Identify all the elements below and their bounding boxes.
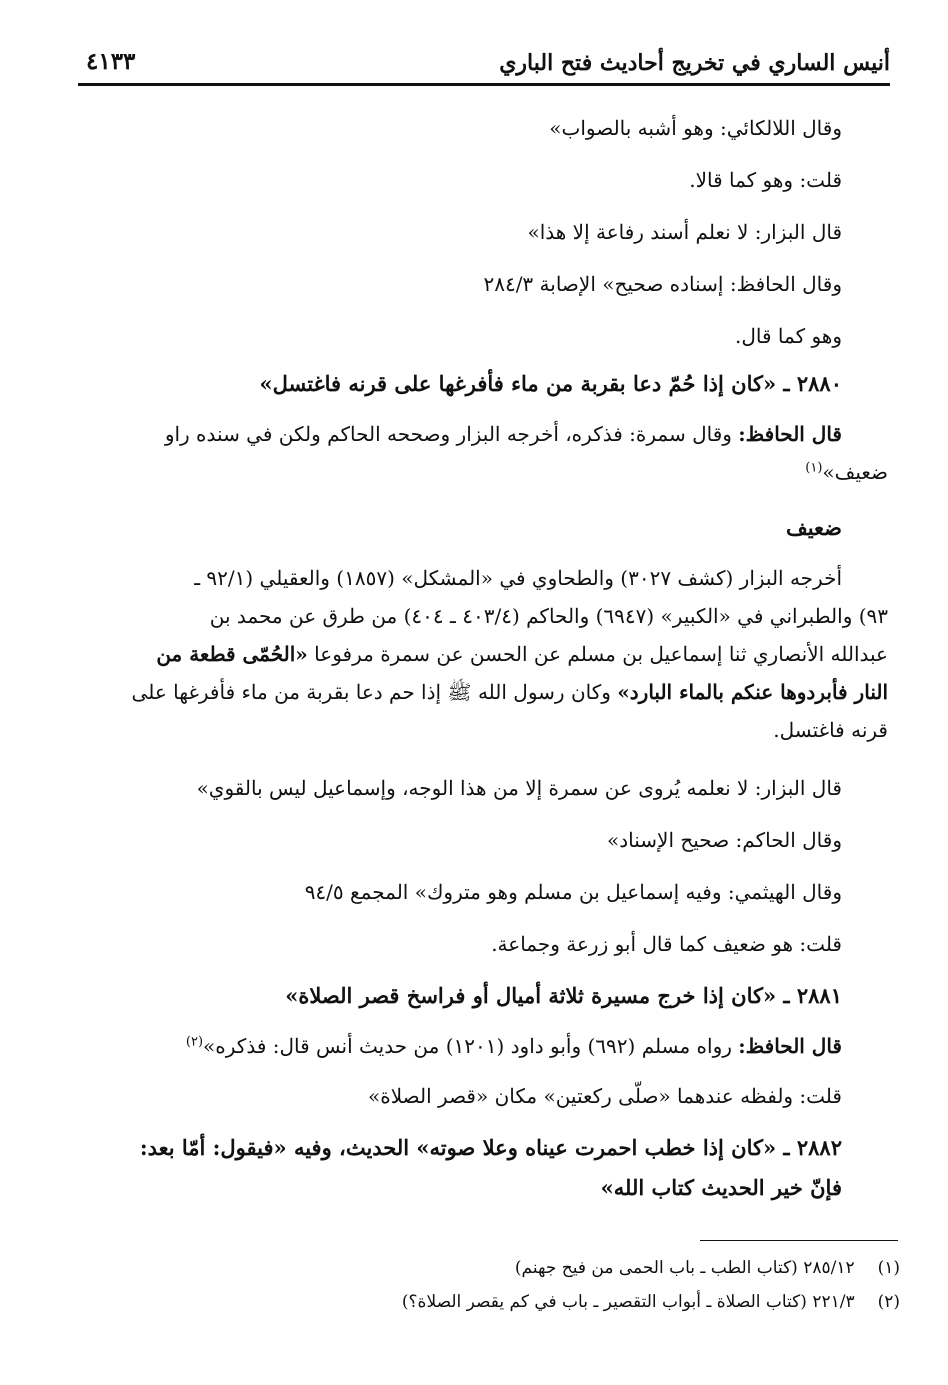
text-line (56, 458, 888, 486)
text-line: قال البزار: لا نعلم أسند رفاعة إلا هذا» (527, 220, 842, 244)
text-line: وقال الحافظ: إسناده صحيح» الإصابة ٢٨٤/٣ (483, 272, 842, 296)
text-line: وهو كما قال. (735, 324, 842, 348)
hadith-heading-2882-cont: فإنّ خير الحديث كتاب الله» (600, 1175, 842, 1200)
book-title: أنيس الساري في تخريج أحاديث فتح الباري (499, 50, 890, 76)
text-span: وقال سمرة: فذكره، أخرجه البزار وصححه الحاكم ولكن في سنده راو (164, 422, 739, 446)
text-line: ٩٣) والطبراني في «الكبير» (٦٩٤٧) والحاكم (٤٠٣/٤ ـ ٤٠٤) من طرق عن محمد بن (209, 604, 888, 628)
text-line (56, 1032, 842, 1060)
footnote-1 (60, 1256, 900, 1280)
text-line: وقال الهيثمي: وفيه إسماعيل بن مسلم وهو متروك» المجمع ٩٤/٥ (304, 880, 842, 904)
page-number: ٤١٣٣ (86, 48, 136, 75)
text-span: ضعيف» (822, 460, 888, 484)
footnote-2 (60, 1290, 900, 1314)
text-line (56, 420, 842, 448)
footnote-ref: (١) (805, 460, 823, 476)
text-line: وقال الحاكم: صحيح الإسناد» (607, 828, 842, 852)
hadith-heading-2880: ٢٨٨٠ ـ «كان إذا حُمّ دعا بقربة من ماء فأفرغها على قرنه فاغتسل» (259, 371, 842, 396)
text-line: قلت: هو ضعيف كما قال أبو زرعة وجماعة. (491, 932, 842, 956)
text-line: أخرجه البزار (كشف ٣٠٢٧) والطحاوي في «المشكل» (١٨٥٧) والعقيلي (٩٢/١ ـ (194, 566, 842, 590)
hadith-heading-2882: ٢٨٨٢ ـ «كان إذا خطب احمرت عيناه وعلا صوته» الحديث، وفيه «فيقول: أمّا بعد: (139, 1135, 842, 1160)
text-span: رواه مسلم (٦٩٢) وأبو داود (١٢٠١) من حديث أنس قال: فذكره» (203, 1034, 739, 1058)
footnote-number: (٢) (877, 1292, 900, 1312)
bold-quote: «الحُمّى قطعة من (156, 642, 308, 666)
footnote-number: (١) (877, 1258, 900, 1278)
footnote-ref: (٢) (185, 1034, 204, 1050)
text-span: وكان رسول الله ﷺ إذا حم دعا بقربة من ماء فأفرغها على (131, 680, 618, 704)
bold-quote: النار فأبردوها عنكم بالماء البارد» (617, 680, 888, 704)
hadith-heading-2881: ٢٨٨١ ـ «كان إذا خرج مسيرة ثلاثة أميال أو فراسخ قصر الصلاة» (285, 983, 842, 1008)
text-line: قال البزار: لا نعلمه يُروى عن سمرة إلا من هذا الوجه، وإسماعيل ليس بالقوي» (196, 776, 842, 800)
footnote-text: ٢٢١/٣ (كتاب الصلاة ـ أبواب التقصير ـ باب في كم يقصر الصلاة؟) (401, 1292, 855, 1312)
text-line: قلت: وهو كما قالا. (689, 168, 842, 192)
hafiz-label: قال الحافظ: (738, 422, 842, 446)
text-line: قلت: ولفظه عندهما «صلّى ركعتين» مكان «قصر الصلاة» (368, 1084, 842, 1108)
text-line (56, 678, 888, 706)
header-rule (78, 83, 890, 86)
footnote-rule (700, 1240, 898, 1241)
footnote-text: ٢٨٥/١٢ (كتاب الطب ـ باب الحمى من فيح جهنم) (514, 1258, 855, 1278)
text-span: عبدالله الأنصاري ثنا إسماعيل بن مسلم عن الحسن عن سمرة مرفوعا (307, 642, 888, 666)
hafiz-label: قال الحافظ: (738, 1034, 842, 1058)
text-line: وقال اللالكائي: وهو أشبه بالصواب» (549, 116, 842, 140)
text-line: قرنه فاغتسل. (773, 718, 888, 742)
page-header (78, 42, 890, 86)
text-line (56, 640, 888, 668)
grade-heading: ضعيف (785, 515, 842, 540)
